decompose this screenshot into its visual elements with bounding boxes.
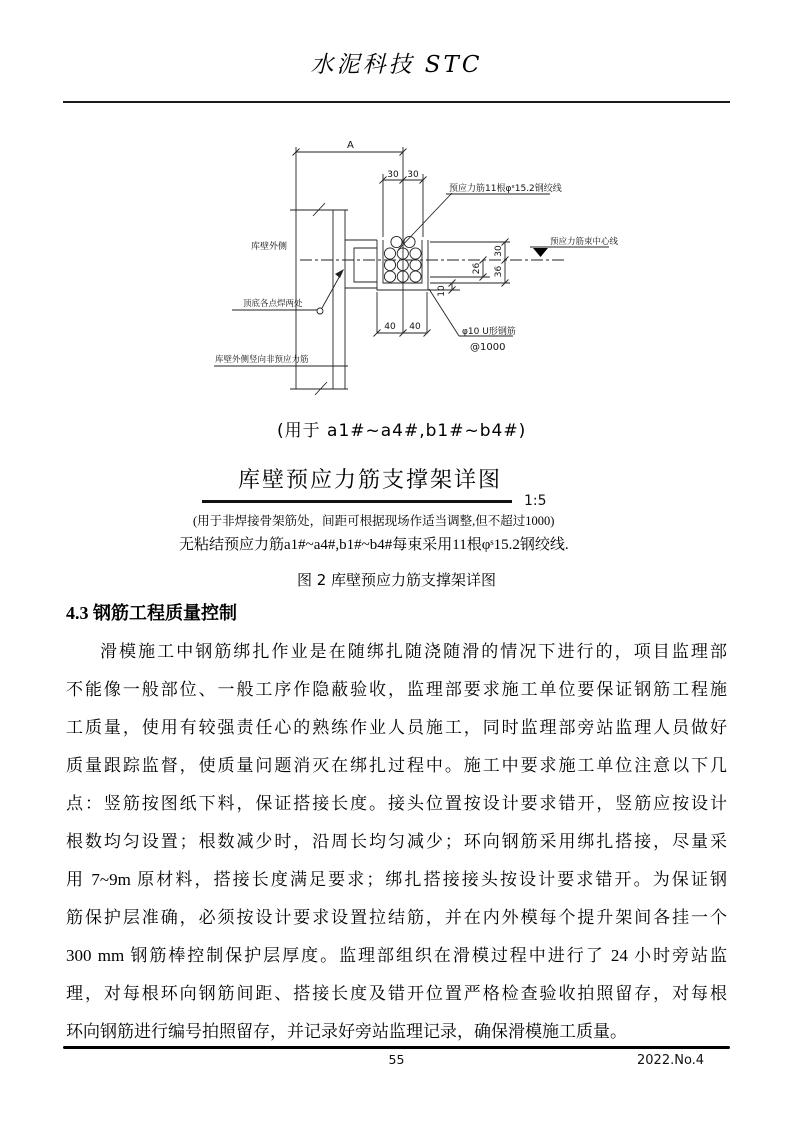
channel-inner	[383, 240, 422, 283]
leader-line	[398, 193, 452, 250]
level-triangle-icon	[533, 248, 548, 257]
body-line: 滑模施工中钢筋绑扎作业是在随绑扎随浇随滑的情况下进行的，项目监理部	[100, 642, 727, 661]
body-line: 根数均匀设置；根数减少时，沿周长均匀减少；环向钢筋采用绑扎搭接，尽量采	[66, 832, 727, 851]
body-line: 300 mm 钢筋棒控制保护层厚度。监理部组织在滑模过程中进行了 24 小时旁站监	[66, 946, 727, 965]
dim-r30-label: 30	[494, 245, 504, 257]
strand-circle	[410, 259, 421, 270]
dim-A-label: A	[347, 140, 354, 151]
figure-drawing	[190, 130, 740, 410]
vertical-rebar-label: 库壁外侧竖向非预应力筋	[215, 355, 309, 365]
figure-caption: 图 2 库壁预应力筋支撑架详图	[296, 571, 497, 589]
weld-point-icon	[317, 308, 323, 314]
dim-30-label: 30	[407, 170, 419, 180]
dim-30-label: 30	[387, 170, 399, 180]
figure-title-rule	[202, 500, 512, 503]
bracket-hook	[354, 248, 377, 282]
figure-usage-note: (用于 a1#~a4#,b1#~b4#)	[277, 421, 527, 441]
dim-r36-label: 36	[494, 265, 504, 278]
body-line: 筋保护层准确，必须按设计要求设置拉结筋，并在内外模每个提升架间各挂一个	[66, 908, 727, 927]
body-line: 质量跟踪监督，使质量问题消灭在绑扎过程中。施工中要求施工单位注意以下几	[66, 756, 727, 775]
dim-r10-label: 10	[437, 285, 447, 297]
dim-r26-label: 26	[472, 262, 482, 275]
body-line: 理，对每根环向钢筋间距、搭接长度及错开位置严格检查验收拍照留存，对每根	[66, 984, 727, 1003]
figure-scale: 1:5	[524, 493, 547, 509]
body-line: 点：竖筋按图纸下料，保证搭接长度。接头位置按设计要求错开，竖筋应按设计	[66, 794, 727, 813]
leader-line	[322, 272, 342, 308]
break-mark	[315, 382, 327, 395]
centerline-label: 预应力筋束中心线	[550, 237, 619, 247]
journal-header-title: 水泥科技 STC	[310, 52, 483, 78]
strand-circle	[384, 248, 395, 259]
strand-circle	[391, 236, 402, 247]
figure-title: 库壁预应力筋支撑架详图	[237, 467, 502, 492]
strand-circle	[410, 271, 421, 282]
leader-arrow-icon	[335, 269, 344, 278]
header-rule	[63, 101, 730, 103]
weld-callout-label: 顶底各点焊两处	[243, 299, 303, 309]
strand-circle	[384, 271, 395, 282]
issue-label: 2022.No.4	[637, 1053, 705, 1068]
strand-circle	[384, 259, 395, 270]
body-line: 环向钢筋进行编号拍照留存，并记录好旁站监理记录，确保滑模施工质量。	[66, 1022, 627, 1041]
ubar-callout-label: φ10 U形钢筋	[462, 327, 516, 337]
wall-outside-label: 库壁外侧	[251, 242, 288, 252]
section-heading: 4.3 钢筋工程质量控制	[66, 603, 237, 623]
figure-note-2: 无粘结预应力筋a1#~a4#,b1#~b4#每束采用11根φˢ15.2钢绞线.	[179, 537, 569, 553]
ubar-spacing-label: @1000	[470, 342, 506, 353]
body-line: 工质量，使用有较强责任心的熟练作业人员施工，同时监理部旁站监理人员做好	[66, 718, 727, 737]
strand-callout-label: 预应力筋11根φˢ15.2钢绞线	[449, 184, 562, 194]
page-number: 55	[388, 1052, 405, 1067]
body-line: 用 7~9m 原材料，搭接长度满足要求；绑扎搭接接头按设计要求错开。为保证钢	[66, 870, 727, 889]
body-paragraph	[66, 633, 727, 1051]
body-line: 不能像一般部位、一般工序作隐蔽验收，监理部要求施工单位要保证钢筋工程施	[66, 680, 727, 699]
dim-40-label: 40	[409, 322, 421, 332]
figure-note-1: (用于非焊接骨架筋处，间距可根据现场作适当调整,但不超过1000)	[193, 514, 555, 528]
footer-rule	[63, 1046, 730, 1049]
strand-circle	[410, 248, 421, 259]
dim-40-label: 40	[384, 322, 396, 332]
break-mark	[313, 203, 325, 216]
